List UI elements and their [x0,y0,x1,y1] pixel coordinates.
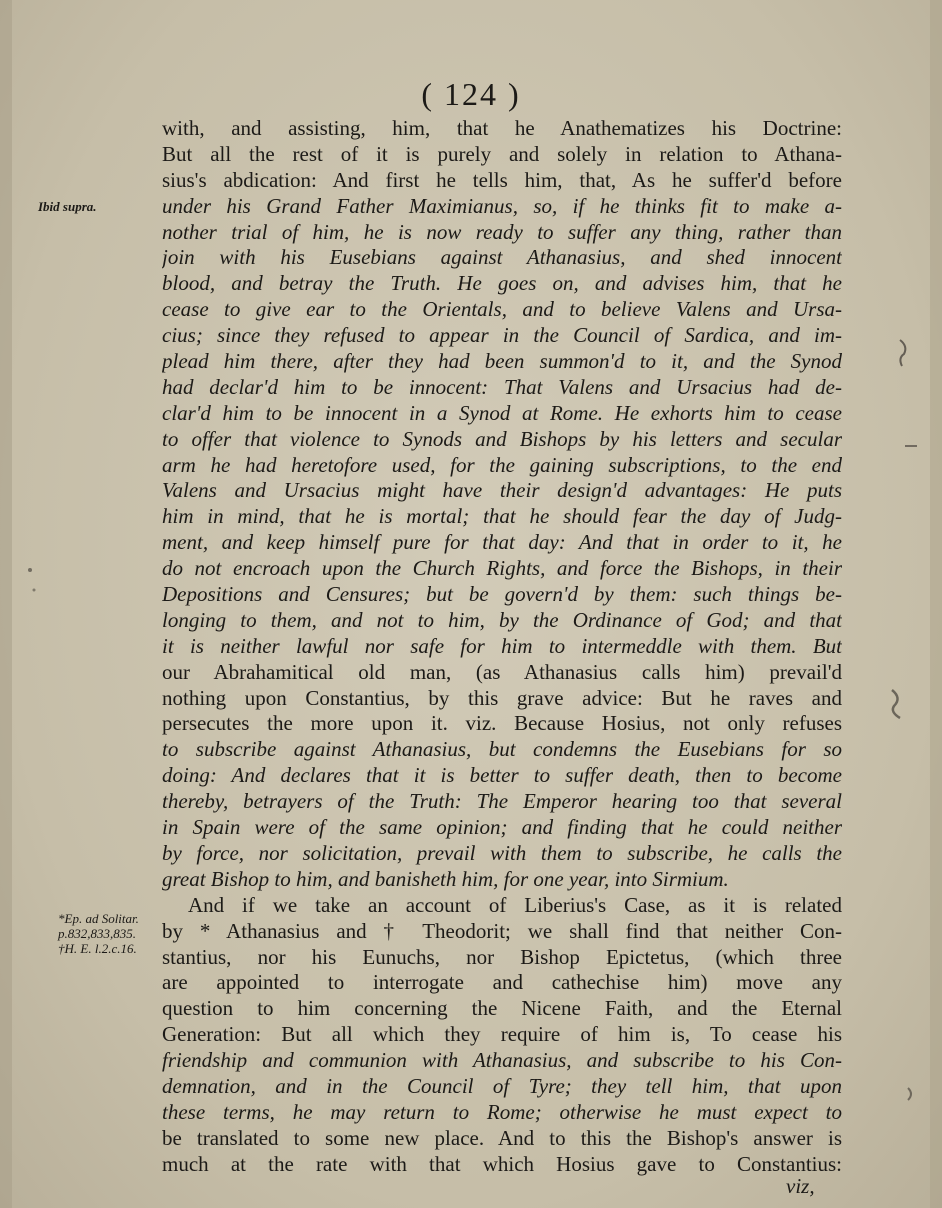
text-line: cius; since they refused to appear in the Council of Sardica, and im- [162,323,842,348]
text-line: And if we take an account of Liberius's Case, as it is related [188,892,842,917]
text-line: sius's abdication: And first he tells him, that, As he suffer'd before [162,167,842,192]
text-line: nothing upon Constantius, by this grave advice: But he raves and [162,685,842,710]
text-line: Depositions and Censures; but be govern'd by them: such things be- [162,582,842,607]
text-line: it is neither lawful nor safe for him to intermeddle with them. But [162,633,842,658]
text-line: our Abrahamitical old man, (as Athanasius calls him) prevail'd [162,659,842,684]
margin-note-ep-ad-solitar: *Ep. ad Solitar. [58,911,139,926]
text-line: in Spain were of the same opinion; and finding that he could neither [162,815,842,840]
margin-note-h-e: †H. E. l.2.c.16. [58,941,137,956]
text-line: to subscribe against Athanasius, but condemns the Eusebians for so [162,737,842,762]
text-line: plead him there, after they had been summon'd to it, and the Synod [162,349,842,374]
text-line: stantius, nor his Eunuchs, nor Bishop Epictetus, (which three [162,944,842,969]
text-line: to offer that violence to Synods and Bishops by his letters and secular [162,426,842,451]
text-line: do not encroach upon the Church Rights, and force the Bishops, in their [162,556,842,581]
text-line: persecutes the more upon it. viz. Because Hosius, not only refuses [162,711,842,736]
text-line: arm he had heretofore used, for the gaining subscriptions, to the end [162,452,842,477]
text-line: Generation: But all which they require of him is, To cease his [162,1022,842,1047]
text-line: great Bishop to him, and banisheth him, for one year, into Sirmium. [162,866,729,891]
catchword: viz, [786,1174,815,1198]
page-number: ( 124 ) [421,76,521,112]
text-line: be translated to some new place. And to this the Bishop's answer is [162,1125,842,1150]
margin-note-ibid: Ibid supra. [38,199,97,214]
text-line: him in mind, that he is mortal; that he should fear the day of Judg- [162,504,842,529]
text-line: blood, and betray the Truth. He goes on, and advises him, that he [162,271,842,296]
text-line: doing: And declares that it is better to suffer death, then to become [162,763,842,788]
body-text [162,116,842,1178]
text-line: cease to give ear to the Orientals, and to believe Valens and Ursa- [162,297,842,322]
text-line: Valens and Ursacius might have their design'd advantages: He puts [162,478,842,503]
text-line: thereby, betrayers of the Truth: The Emperor hearing too that several [162,789,842,814]
text-line: had declar'd him to be innocent: That Valens and Ursacius had de- [162,374,842,399]
text-line: are appointed to interrogate and cathechise him) move any [162,970,842,995]
text-line: join with his Eusebians against Athanasius, and shed innocent [162,245,842,270]
text-line: friendship and communion with Athanasius, and subscribe to his Con- [162,1048,842,1073]
text-line: much at the rate with that which Hosius gave to Constantius: [162,1151,842,1176]
text-line: by * Athanasius and † Theodorit; we shall find that neither Con- [162,918,842,943]
text-line: ment, and keep himself pure for that day: And that in order to it, he [162,530,842,555]
margin-note-pages: p.832,833,835. [58,926,136,941]
text-line: clar'd him to be innocent in a Synod at Rome. He exhorts him to cease [162,400,842,425]
text-line: by force, nor solicitation, prevail with them to subscribe, he calls the [162,840,842,865]
text-line: with, and assisting, him, that he Anathematizes his Doctrine: [162,116,842,140]
text-line: nother trial of him, he is now ready to suffer any thing, rather than [162,219,842,244]
text-line: But all the rest of it is purely and solely in relation to Athana- [162,141,842,166]
text-line: longing to them, and not to him, by the Ordinance of God; and that [162,607,842,632]
text-line: question to him concerning the Nicene Faith, and the Eternal [162,996,842,1021]
text-line: these terms, he may return to Rome; otherwise he must expect to [162,1099,842,1124]
text-line: demnation, and in the Council of Tyre; they tell him, that upon [162,1073,842,1098]
text-line: under his Grand Father Maximianus, so, if he thinks fit to make a- [162,193,842,218]
